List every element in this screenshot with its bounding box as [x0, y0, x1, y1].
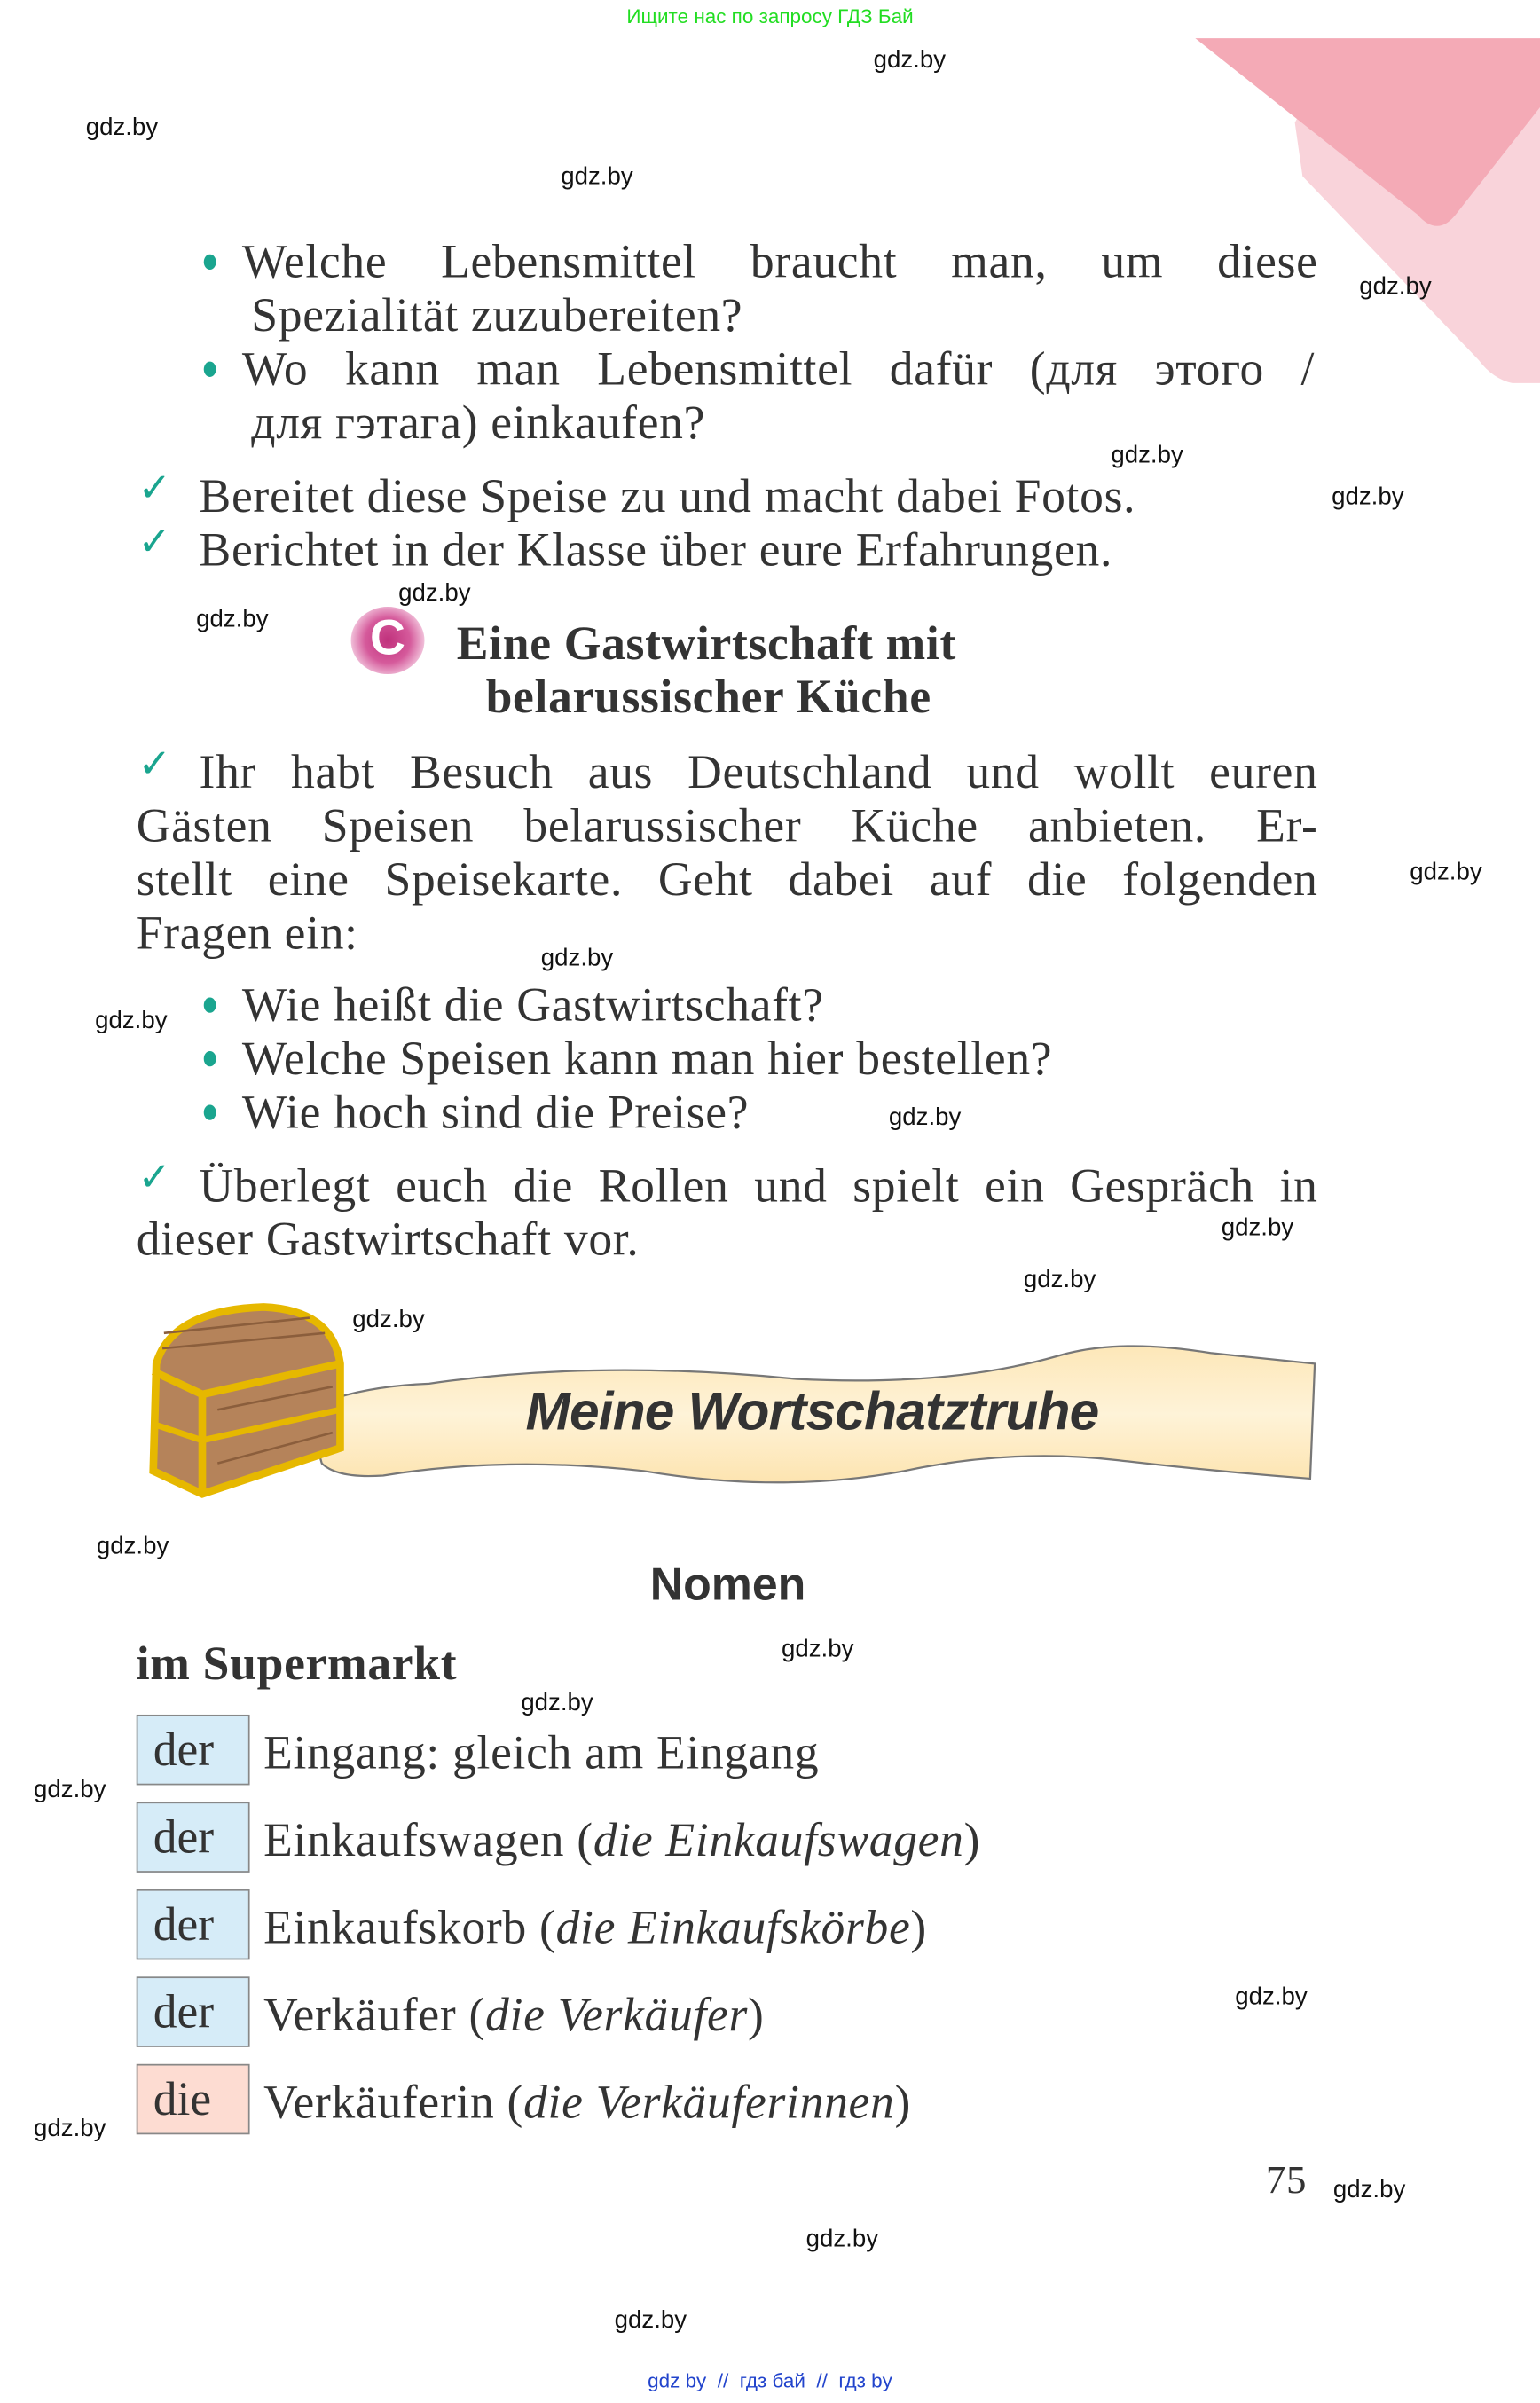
bullet-dot-icon — [204, 1104, 216, 1119]
watermark: gdz.by — [1111, 443, 1183, 469]
watermark: gdz.by — [1235, 1983, 1308, 2011]
watermark: gdz.by — [1221, 1214, 1294, 1242]
paragraph-line: Fragen ein: — [136, 905, 358, 960]
corner-decoration — [1195, 31, 1540, 383]
page-number: 75 — [1265, 2157, 1308, 2203]
noun: Verkäuferin — [263, 2074, 495, 2129]
vocab-entry: Verkäuferin (die Verkäuferinnen) — [263, 2074, 912, 2129]
watermark: gdz.by — [398, 580, 471, 608]
watermark: gdz.by — [1410, 860, 1482, 886]
watermark: gdz.by — [1359, 274, 1432, 301]
noun: Einkaufskorb — [263, 1899, 527, 1954]
bullet-dot-icon — [204, 998, 216, 1013]
bullet-text: Spezialität zuzubereiten? — [251, 287, 743, 342]
section-badge-letter: C — [370, 609, 405, 665]
checkmark-icon: ✓ — [138, 519, 172, 566]
article-box: der — [137, 1715, 250, 1785]
treasure-chest-icon — [141, 1302, 356, 1498]
watermark: gdz.by — [873, 47, 947, 74]
bullet-text: Wo kann man Lebensmittel dafür (для этого / — [241, 342, 1316, 396]
section-title: belarussischer Küche — [485, 669, 931, 724]
paragraph-line: Ihr habt Besuch aus Deutschland und wollt euren — [199, 744, 1318, 798]
watermark: gdz.by — [1332, 483, 1404, 511]
article-box: der — [137, 1889, 250, 1959]
plural: die Verkäuferinnen — [523, 2074, 895, 2129]
watermark: gdz.by — [561, 163, 633, 191]
watermark: gdz.by — [540, 945, 614, 972]
task-text: Berichtet in der Klasse über eure Erfahrungen. — [199, 522, 1113, 577]
bullet-dot-icon — [204, 362, 216, 377]
article-box: die — [137, 2064, 250, 2134]
task-text: Bereitet diese Speise zu und macht dabei Fotos. — [199, 468, 1136, 523]
vocab-entry: Einkaufswagen (die Einkaufswagen) — [263, 1812, 981, 1866]
section-title: Eine Gastwirtschaft mit — [456, 616, 956, 670]
watermark: gdz.by — [34, 1777, 106, 1804]
checkmark-icon: ✓ — [138, 742, 172, 788]
vocab-entry: Verkäufer (die Verkäufer) — [263, 1987, 765, 2041]
watermark: gdz.by — [352, 1307, 425, 1333]
plural: die Einkaufswagen — [593, 1812, 964, 1866]
watermark: gdz.by — [34, 2116, 106, 2142]
vocab-entry: Einkaufskorb (die Einkaufskörbe) — [263, 1899, 927, 1954]
watermark: gdz.by — [521, 1690, 593, 1716]
top-search-banner[interactable]: Ищите нас по запросу ГДЗ Бай — [626, 4, 914, 28]
checkmark-icon: ✓ — [138, 1155, 172, 1202]
watermark: gdz.by — [1023, 1267, 1096, 1293]
watermark: gdz.by — [614, 2307, 688, 2334]
paragraph-line: Gästen Speisen belarussischer Küche anbieten. Er- — [136, 797, 1318, 852]
watermark: gdz.by — [196, 607, 269, 633]
watermark: gdz.by — [85, 114, 159, 141]
checkmark-icon: ✓ — [138, 466, 172, 512]
question: Welche Speisen kann man hier bestellen? — [241, 1031, 1053, 1085]
watermark: gdz.by — [95, 1008, 168, 1034]
plural: die Verkäufer — [485, 1987, 749, 2041]
task-text: Überlegt euch die Rollen und spielt ein Gespräch in — [199, 1158, 1318, 1213]
vocab-entry — [263, 1725, 819, 1779]
subheading: im Supermarkt — [136, 1636, 458, 1691]
paragraph-line: stellt eine Speisekarte. Geht dabei auf die folgenden — [136, 852, 1318, 906]
bullet-dot-icon — [204, 255, 216, 270]
bullet-text: для гэтага) einkaufen? — [251, 395, 706, 450]
plural: die Einkaufskörbe — [555, 1899, 911, 1954]
noun: Verkäufer — [263, 1987, 457, 2041]
task-text: dieser Gastwirtschaft vor. — [136, 1212, 640, 1266]
watermark: gdz.by — [805, 2226, 879, 2253]
question: Wie hoch sind die Preise? — [241, 1084, 750, 1139]
banner-title: Meine Wortschatztruhe — [525, 1382, 1099, 1442]
watermark: gdz.by — [96, 1534, 169, 1560]
noun: Einkaufswagen — [263, 1812, 565, 1866]
article-box: der — [137, 1976, 250, 2046]
article-box: der — [137, 1802, 250, 1872]
nomen-heading: Nomen — [649, 1559, 806, 1611]
noun: Eingang: gleich am Eingang — [263, 1725, 820, 1779]
question: Wie heißt die Gastwirtschaft? — [241, 978, 824, 1032]
bullet-dot-icon — [204, 1051, 216, 1066]
footer-links[interactable]: gdz by // гдз бай // гдз by — [648, 2368, 892, 2392]
watermark: gdz.by — [781, 1636, 854, 1663]
bullet-text: Welche Lebensmittel braucht man, um diese — [241, 234, 1318, 288]
watermark: gdz.by — [1332, 2177, 1406, 2204]
watermark: gdz.by — [888, 1104, 962, 1131]
